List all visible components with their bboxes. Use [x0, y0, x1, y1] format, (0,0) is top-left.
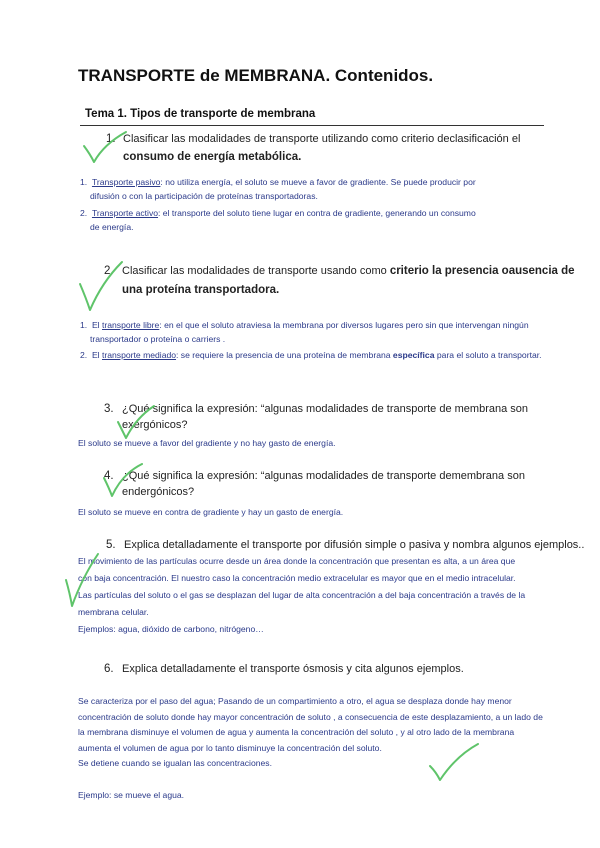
question-number: 6.	[104, 663, 114, 675]
question-emphasis: criterio la presencia oausencia de	[389, 265, 575, 277]
answer-line: : se requiere la presencia de una proteína de membrana	[176, 350, 393, 360]
answer-line: para el soluto a transportar.	[434, 350, 542, 360]
question-line: Clasificar las modalidades de transporte usando como	[122, 265, 390, 277]
question-5-text: Explica detalladamente el transporte por difusión simple o pasiva y nombra algunos ejemplos..	[124, 539, 585, 551]
answer-2	[80, 318, 542, 362]
answer-line: difusión o con la participación de proteínas transportadoras.	[90, 191, 318, 201]
question-number: 4.	[104, 470, 114, 482]
check-mark-icon	[62, 550, 102, 610]
question-line: ¿Qué significa la expresión: “algunas modalidades de transporte demembrana son	[122, 470, 525, 482]
answer-line: Se detiene cuando se igualan las concentraciones.	[78, 758, 272, 768]
check-mark-icon	[80, 128, 130, 168]
answer-5	[78, 553, 525, 638]
check-mark-icon	[426, 740, 482, 784]
section-divider	[80, 125, 544, 126]
page-title: TRANSPORTE de MEMBRANA. Contenidos.	[78, 66, 434, 85]
answer-line: aumenta el volumen de agua por lo tanto disminuye la concentración del soluto.	[78, 742, 382, 753]
question-emphasis: consumo de energía metabólica.	[123, 151, 302, 163]
question-number: 5.	[106, 539, 116, 551]
answer-line: Se caracteriza por el paso del agua; Pasando de un compartimiento a otro, el agua se desplaza donde hay menor	[78, 696, 512, 706]
question-line: ¿Qué significa la expresión: “algunas modalidades de transporte de membrana son	[122, 403, 529, 415]
answer-line: concentración de soluto donde hay mayor concentración de soluto , a consecuencia de este desplazamiento, a un lado de	[78, 711, 543, 722]
answer-line: transportador o proteína o carriers .	[90, 334, 226, 344]
answer-line: : en el que el soluto atraviesa la membrana por diversos lugares pero sin que intervengan ningún	[159, 320, 529, 330]
section-heading: Tema 1. Tipos de transporte de membrana	[85, 108, 316, 120]
list-number: 1.	[80, 177, 88, 187]
answer-text: El	[91, 320, 102, 330]
question-6-text: Explica detalladamente el transporte ósmosis y cita algunos ejemplos.	[122, 663, 464, 675]
term-emphasis: específica	[392, 350, 435, 360]
term: Transporte activo	[91, 208, 159, 218]
question-1-text	[123, 131, 520, 165]
question-3	[104, 401, 114, 417]
term: Transporte pasivo	[91, 177, 161, 187]
question-2-text	[122, 263, 575, 298]
question-line: endergónicos?	[122, 486, 195, 498]
check-mark-icon	[100, 460, 146, 500]
answer-line: la membrana disminuye el volumen de agua y aumenta la concentración del soluto , y al otro lado de la membrana	[78, 727, 515, 737]
term: transporte mediado	[101, 350, 177, 360]
answer-line: Ejemplos: agua, dióxido de carbono, nitrógeno…	[78, 624, 264, 634]
question-number: 2.	[104, 265, 114, 277]
check-mark-icon	[76, 258, 126, 314]
answer-4: El soluto se mueve en contra de gradiente y hay un gasto de energía.	[78, 507, 344, 517]
answer-1	[80, 175, 476, 234]
question-emphasis: una proteína transportadora.	[122, 284, 280, 296]
question-4-text	[122, 468, 525, 500]
question-5	[106, 537, 116, 553]
list-number: 1.	[80, 320, 88, 330]
answer-line: con baja concentración. El nuestro caso la concentración medio extracelular es mayor que en el medio intracelular.	[78, 573, 516, 583]
answer-3: El soluto se mueve a favor del gradiente y no hay gasto de energía.	[78, 438, 336, 448]
question-line: Clasificar las modalidades de transporte utilizando como criterio declasificación el	[123, 133, 521, 145]
question-6	[104, 661, 114, 677]
answer-line: de energía.	[90, 222, 134, 232]
answer-text: El	[91, 350, 102, 360]
term: transporte libre	[101, 320, 160, 330]
answer-line: Ejemplo: se mueve el agua.	[78, 789, 185, 800]
question-line: exergónicos?	[122, 419, 188, 431]
answer-line: El movimiento de las partículas ocurre desde un área donde la concentración que presentan es alta, a un área que	[78, 556, 516, 566]
question-number: 3.	[104, 403, 114, 415]
question-number: 1.	[106, 133, 116, 145]
check-mark-icon	[114, 402, 158, 442]
list-number: 2.	[80, 350, 88, 360]
answer-line: Las partículas del soluto o el gas se desplazan del lugar de alta concentración a del baja concentración a través de la	[78, 590, 526, 600]
list-number: 2.	[80, 208, 88, 218]
answer-line: : no utiliza energía, el soluto se mueve a favor de gradiente. Se puede producir por	[160, 177, 476, 187]
answer-line: : el transporte del soluto tiene lugar en contra de gradiente, generando un consumo	[158, 208, 476, 218]
answer-line: membrana celular.	[78, 607, 149, 617]
question-3-text	[122, 401, 528, 433]
